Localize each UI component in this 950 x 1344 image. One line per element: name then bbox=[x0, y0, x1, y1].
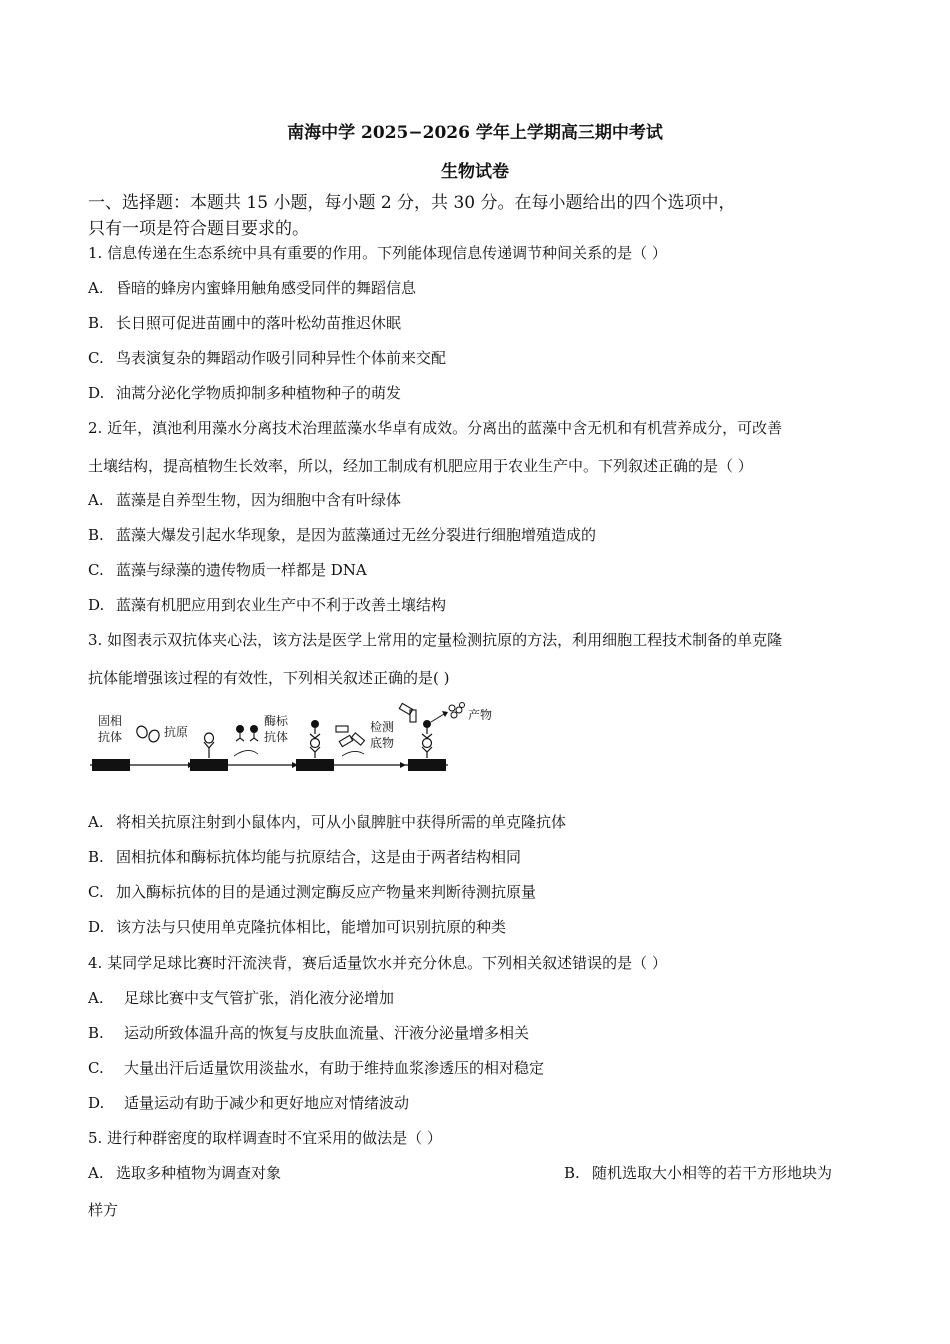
label-enzyme-antibody-1: 酶标 bbox=[264, 714, 289, 728]
curved-arrow bbox=[234, 750, 258, 756]
label-solid-antibody-2: 抗体 bbox=[98, 730, 123, 744]
question-4-option-b bbox=[88, 1022, 529, 1043]
question-2-option-c bbox=[88, 559, 367, 580]
question-3-stem-line-2: 抗体能增强该过程的有效性，下列相关叙述正确的是( ) bbox=[88, 669, 450, 687]
reaction-arrow bbox=[431, 714, 444, 722]
solid-phase-bar bbox=[296, 759, 334, 771]
enzyme-antibody bbox=[236, 733, 244, 741]
option-text: 蓝藻是自养型生物，因为细胞中含有叶绿体 bbox=[116, 491, 402, 509]
label-solid-antibody-1: 固相 bbox=[98, 714, 123, 728]
bound-antigen bbox=[311, 739, 320, 748]
substrate-block bbox=[399, 703, 412, 714]
solid-phase-bar bbox=[92, 759, 130, 771]
option-text: 选取多种植物为调查对象 bbox=[116, 1164, 282, 1182]
solid-phase-bar bbox=[408, 759, 446, 771]
label-substrate-2: 底物 bbox=[370, 736, 395, 750]
option-text: 该方法与只使用单克隆抗体相比，能增加可识别抗原的种类 bbox=[116, 918, 507, 936]
option-key: C. bbox=[88, 1059, 104, 1077]
question-5-option-b-continuation bbox=[88, 1199, 118, 1220]
option-text: 将相关抗原注射到小鼠体内，可从小鼠脾脏中获得所需的单克隆抗体 bbox=[116, 813, 567, 831]
label-antigen: 抗原 bbox=[164, 725, 189, 739]
option-key: B. bbox=[88, 1024, 104, 1042]
option-text: 适量运动有助于减少和更好地应对情绪波动 bbox=[124, 1094, 410, 1112]
question-5-option-b bbox=[564, 1162, 832, 1183]
option-key: D. bbox=[88, 918, 105, 936]
option-key: A. bbox=[88, 491, 104, 509]
option-key: C. bbox=[88, 349, 104, 367]
curved-arrow bbox=[342, 751, 364, 756]
option-text: 鸟表演复杂的舞蹈动作吸引同种异性个体前来交配 bbox=[116, 349, 447, 367]
question-2-stem-line-2: 土壤结构，提高植物生长效率，所以，经加工制成有机肥应用于农业生产中。下列叙述正确的是（ ） bbox=[88, 457, 753, 475]
option-key: D. bbox=[88, 1094, 105, 1112]
arrow-head bbox=[400, 762, 406, 768]
question-3-stem-line-1: 3. 如图表示双抗体夹心法，该方法是医学上常用的定量检测抗原的方法，利用细胞工程技术制备的单克隆 bbox=[88, 631, 783, 649]
exam-title: 南海中学 2025−2026 学年上学期高三期中考试 bbox=[287, 123, 663, 143]
question-2-stem-line-1: 2. 近年，滇池利用藻水分离技术治理蓝藻水华卓有成效。分离出的蓝藻中含无机和有机营养成分，可改善 bbox=[88, 419, 783, 437]
option-text: 蓝藻有机肥应用到农业生产中不利于改善土壤结构 bbox=[116, 596, 447, 614]
option-key: C. bbox=[88, 561, 104, 579]
solid-phase-bar bbox=[190, 759, 228, 771]
bound-antigen bbox=[423, 739, 432, 748]
enzyme-antibody bbox=[310, 728, 320, 738]
question-3-option-c bbox=[88, 881, 536, 902]
option-key: B. bbox=[88, 526, 104, 544]
antigen-symbol bbox=[135, 724, 149, 739]
option-key: B. bbox=[88, 848, 104, 866]
option-key: C. bbox=[88, 883, 104, 901]
solid-antibody bbox=[422, 747, 432, 758]
enzyme-dot bbox=[423, 720, 431, 728]
option-text: 蓝藻大爆发引起水华现象，是因为蓝藻通过无丝分裂进行细胞增殖造成的 bbox=[116, 526, 597, 544]
label-enzyme-antibody-2: 抗体 bbox=[264, 730, 289, 744]
bound-antigen bbox=[205, 733, 214, 743]
label-substrate-1: 检测 bbox=[370, 720, 395, 734]
enzyme-antibody bbox=[250, 733, 258, 741]
product-symbol bbox=[456, 707, 462, 713]
option-key: A. bbox=[88, 813, 104, 831]
option-text: 长日照可促进苗圃中的落叶松幼苗推迟休眠 bbox=[116, 314, 402, 332]
option-text: 足球比赛中支气管扩张，消化液分泌增加 bbox=[124, 989, 395, 1007]
option-text: 运动所致体温升高的恢复与皮肤血流量、汗液分泌量增多相关 bbox=[124, 1024, 530, 1042]
question-4-option-a bbox=[88, 987, 394, 1008]
option-text: 加入酶标抗体的目的是通过测定酶反应产物量来判断待测抗原量 bbox=[116, 883, 537, 901]
solid-antibody bbox=[310, 747, 320, 758]
option-text: 固相抗体和酶标抗体均能与抗原结合，这是由于两者结构相同 bbox=[116, 848, 522, 866]
substrate-block bbox=[339, 735, 352, 746]
question-4-option-d bbox=[88, 1092, 409, 1113]
question-5-stem: 5. 进行种群密度的取样调查时不宜采用的做法是（ ） bbox=[88, 1129, 442, 1147]
antigen-symbol bbox=[147, 729, 161, 744]
option-key: D. bbox=[88, 384, 105, 402]
question-5-option-a bbox=[88, 1162, 281, 1183]
label-product: 产物 bbox=[468, 708, 493, 722]
question-1-option-c bbox=[88, 347, 446, 368]
option-key: A. bbox=[88, 1164, 104, 1182]
substrate-block bbox=[351, 733, 364, 745]
option-key: B. bbox=[564, 1164, 580, 1182]
option-key: A. bbox=[88, 279, 104, 297]
enzyme-dot bbox=[311, 720, 319, 728]
question-3-option-d bbox=[88, 916, 506, 937]
question-2-option-b bbox=[88, 524, 596, 545]
question-2-option-a bbox=[88, 489, 401, 510]
option-text: 蓝藻与绿藻的遗传物质一样都是 DNA bbox=[116, 561, 367, 579]
enzyme-dot bbox=[236, 725, 244, 733]
option-key: A. bbox=[88, 989, 104, 1007]
option-text: 随机选取大小相等的若干方形地块为 bbox=[592, 1164, 833, 1182]
question-4-stem: 4. 某同学足球比赛时汗流浃背，赛后适量饮水并充分休息。下列相关叙述错误的是（ ） bbox=[88, 954, 667, 972]
question-3-option-a bbox=[88, 811, 566, 832]
option-text: 样方 bbox=[88, 1201, 119, 1219]
section-heading bbox=[88, 190, 868, 242]
section-heading-line-2: 只有一项是符合题目要求的。 bbox=[88, 219, 309, 239]
arrow-head bbox=[442, 711, 448, 717]
option-text: 大量出汗后适量饮用淡盐水，有助于维持血浆渗透压的相对稳定 bbox=[124, 1059, 545, 1077]
exam-subtitle: 生物试卷 bbox=[441, 162, 509, 182]
option-text: 油蒿分泌化学物质抑制多种植物种子的萌发 bbox=[116, 384, 402, 402]
enzyme-antibody bbox=[422, 728, 432, 738]
question-1-option-d bbox=[88, 382, 401, 403]
section-heading-line-1: 一、选择题：本题共 15 小题，每小题 2 分，共 30 分。在每小题给出的四个选项中， bbox=[88, 193, 736, 213]
product-symbol bbox=[449, 705, 455, 711]
product-symbol bbox=[451, 712, 457, 718]
option-text: 昏暗的蜂房内蜜蜂用触角感受同伴的舞蹈信息 bbox=[116, 279, 417, 297]
question-1-stem: 1. 信息传递在生态系统中具有重要的作用。下列能体现信息传递调节种间关系的是（ ） bbox=[88, 244, 667, 262]
product-symbol bbox=[460, 703, 465, 708]
sandwich-elisa-diagram bbox=[88, 698, 508, 780]
question-1-option-b bbox=[88, 312, 401, 333]
question-1-option-a bbox=[88, 277, 416, 298]
question-2-option-d bbox=[88, 594, 446, 615]
option-key: B. bbox=[88, 314, 104, 332]
enzyme-dot bbox=[250, 725, 258, 733]
option-key: D. bbox=[88, 596, 105, 614]
solid-antibody bbox=[204, 742, 214, 758]
substrate-block bbox=[336, 726, 348, 732]
question-3-option-b bbox=[88, 846, 521, 867]
question-4-option-c bbox=[88, 1057, 544, 1078]
